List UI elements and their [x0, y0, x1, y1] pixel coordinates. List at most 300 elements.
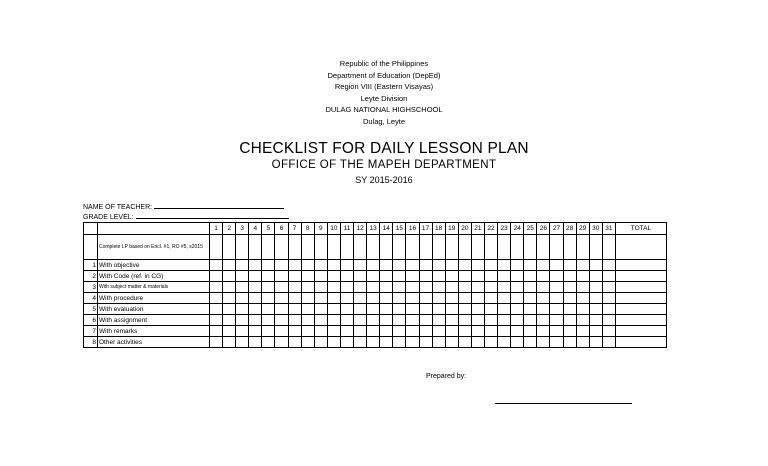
day-check-cell [288, 326, 301, 337]
checklist-row [84, 235, 667, 260]
day-check-cell [354, 282, 367, 293]
day-check-cell [210, 315, 223, 326]
header-line-deped: Department of Education (DepEd) [327, 70, 441, 80]
row-label-cell: Complete LP based on Encl. #1, RO #5, s2015 [98, 235, 210, 260]
day-check-cell [327, 293, 340, 304]
day-check-cell [236, 293, 249, 304]
day-check-cell [419, 235, 432, 260]
day-check-cell [563, 260, 576, 271]
day-check-cell [210, 304, 223, 315]
day-check-cell [288, 260, 301, 271]
day-check-cell [524, 260, 537, 271]
day-check-cell [367, 315, 380, 326]
day-check-cell [406, 337, 419, 348]
day-check-cell [550, 304, 563, 315]
day-check-cell [210, 271, 223, 282]
teacher-name-label: NAME OF TEACHER: [83, 204, 153, 211]
day-header-cell: 12 [354, 223, 367, 235]
day-check-cell [301, 235, 314, 260]
day-check-cell [550, 260, 563, 271]
day-check-cell [471, 271, 484, 282]
checklist-table [83, 222, 667, 348]
document-title: CHECKLIST FOR DAILY LESSON PLAN [239, 140, 529, 157]
day-check-cell [380, 304, 393, 315]
day-check-cell [236, 260, 249, 271]
day-check-cell [354, 326, 367, 337]
day-check-cell [275, 260, 288, 271]
day-header-cell: 1 [210, 223, 223, 235]
day-check-cell [367, 326, 380, 337]
row-label-cell: With remarks [98, 326, 210, 337]
day-check-cell [236, 235, 249, 260]
grade-level-line [136, 211, 289, 219]
header-line-address: Dulag, Leyte [362, 116, 406, 126]
day-check-cell [498, 293, 511, 304]
day-check-cell [223, 315, 236, 326]
day-check-cell [458, 315, 471, 326]
day-check-cell [340, 315, 353, 326]
day-check-cell [327, 326, 340, 337]
day-check-cell [563, 337, 576, 348]
day-check-cell [432, 293, 445, 304]
day-check-cell [340, 260, 353, 271]
day-check-cell [419, 326, 432, 337]
total-cell [615, 293, 666, 304]
day-header-cell: 27 [550, 223, 563, 235]
day-header-cell: 24 [511, 223, 524, 235]
header-line-region: Region VIII (Eastern Visayas) [334, 82, 434, 91]
day-check-cell [393, 293, 406, 304]
day-check-cell [262, 271, 275, 282]
day-check-cell [511, 235, 524, 260]
day-check-cell [432, 337, 445, 348]
day-check-cell [262, 235, 275, 260]
day-check-cell [223, 260, 236, 271]
day-check-cell [589, 315, 602, 326]
day-header-cell: 21 [471, 223, 484, 235]
day-check-cell [458, 293, 471, 304]
checklist-row [84, 326, 667, 337]
day-check-cell [602, 260, 615, 271]
day-check-cell [471, 293, 484, 304]
day-check-cell [223, 271, 236, 282]
day-check-cell [432, 271, 445, 282]
day-check-cell [419, 293, 432, 304]
total-cell [615, 337, 666, 348]
row-label-cell: With assignment [98, 315, 210, 326]
day-check-cell [249, 304, 262, 315]
day-check-cell [380, 260, 393, 271]
row-number-cell: 6 [84, 315, 98, 326]
row-label-cell: With evaluation [98, 304, 210, 315]
day-check-cell [301, 260, 314, 271]
day-check-cell [340, 326, 353, 337]
day-check-cell [563, 315, 576, 326]
day-check-cell [445, 271, 458, 282]
day-check-cell [340, 337, 353, 348]
day-check-cell [537, 315, 550, 326]
day-check-cell [314, 315, 327, 326]
day-check-cell [301, 293, 314, 304]
day-check-cell [288, 337, 301, 348]
document-subtitle: OFFICE OF THE MAPEH DEPARTMENT [271, 159, 497, 171]
day-check-cell [262, 260, 275, 271]
checklist-row [84, 282, 667, 293]
day-check-cell [380, 337, 393, 348]
day-check-cell [432, 326, 445, 337]
day-header-cell: 13 [367, 223, 380, 235]
day-check-cell [511, 260, 524, 271]
day-check-cell [301, 304, 314, 315]
day-check-cell [354, 315, 367, 326]
row-number-cell: 7 [84, 326, 98, 337]
day-check-cell [445, 326, 458, 337]
day-header-cell: 3 [236, 223, 249, 235]
row-number-cell: 4 [84, 293, 98, 304]
day-check-cell [498, 260, 511, 271]
day-check-cell [602, 282, 615, 293]
row-number-cell: 8 [84, 337, 98, 348]
day-check-cell [471, 337, 484, 348]
day-check-cell [393, 260, 406, 271]
day-check-cell [262, 282, 275, 293]
day-check-cell [602, 326, 615, 337]
checklist-row [84, 260, 667, 271]
row-label-cell: With objective [98, 260, 210, 271]
day-check-cell [249, 315, 262, 326]
day-check-cell [236, 282, 249, 293]
day-check-cell [406, 235, 419, 260]
grade-level-label: GRADE LEVEL: [83, 214, 134, 221]
checklist-row [84, 337, 667, 348]
day-check-cell [550, 282, 563, 293]
day-check-cell [589, 260, 602, 271]
day-check-cell [484, 235, 497, 260]
day-check-cell [288, 282, 301, 293]
day-header-cell: 15 [393, 223, 406, 235]
day-check-cell [550, 271, 563, 282]
day-check-cell [340, 293, 353, 304]
total-cell [615, 235, 666, 260]
day-check-cell [471, 304, 484, 315]
day-check-cell [432, 282, 445, 293]
day-check-cell [498, 337, 511, 348]
row-number-cell: 5 [84, 304, 98, 315]
day-check-cell [236, 337, 249, 348]
day-check-cell [327, 304, 340, 315]
day-header-cell: 29 [576, 223, 589, 235]
day-check-cell [236, 271, 249, 282]
day-check-cell [471, 235, 484, 260]
day-check-cell [537, 282, 550, 293]
total-cell [615, 304, 666, 315]
day-check-cell [406, 271, 419, 282]
day-check-cell [249, 326, 262, 337]
day-check-cell [524, 282, 537, 293]
day-check-cell [354, 260, 367, 271]
day-check-cell [563, 326, 576, 337]
day-check-cell [340, 282, 353, 293]
day-check-cell [419, 304, 432, 315]
day-check-cell [576, 293, 589, 304]
day-check-cell [484, 282, 497, 293]
day-check-cell [275, 282, 288, 293]
document-header [0, 58, 768, 127]
day-check-cell [445, 304, 458, 315]
day-check-cell [210, 326, 223, 337]
day-check-cell [537, 293, 550, 304]
day-check-cell [471, 282, 484, 293]
day-check-cell [524, 235, 537, 260]
day-check-cell [327, 235, 340, 260]
header-num-cell [84, 223, 98, 235]
day-header-cell: 4 [249, 223, 262, 235]
day-check-cell [419, 337, 432, 348]
day-check-cell [275, 304, 288, 315]
day-check-cell [432, 304, 445, 315]
day-check-cell [498, 326, 511, 337]
day-check-cell [419, 271, 432, 282]
day-check-cell [327, 315, 340, 326]
day-header-cell: 25 [524, 223, 537, 235]
day-check-cell [236, 315, 249, 326]
day-check-cell [380, 293, 393, 304]
day-check-cell [563, 304, 576, 315]
day-check-cell [367, 337, 380, 348]
day-check-cell [419, 315, 432, 326]
day-check-cell [354, 235, 367, 260]
day-check-cell [550, 337, 563, 348]
day-check-cell [380, 235, 393, 260]
day-check-cell [380, 315, 393, 326]
day-header-cell: 19 [445, 223, 458, 235]
day-check-cell [275, 337, 288, 348]
day-check-cell [314, 304, 327, 315]
header-label-cell [98, 223, 210, 235]
day-header-cell: 17 [419, 223, 432, 235]
day-check-cell [223, 326, 236, 337]
day-check-cell [354, 304, 367, 315]
day-check-cell [602, 235, 615, 260]
day-check-cell [419, 260, 432, 271]
signature-line [495, 398, 632, 404]
day-check-cell [524, 304, 537, 315]
day-check-cell [524, 293, 537, 304]
day-check-cell [301, 282, 314, 293]
day-check-cell [458, 326, 471, 337]
day-check-cell [458, 282, 471, 293]
day-check-cell [602, 304, 615, 315]
day-check-cell [275, 293, 288, 304]
day-check-cell [445, 260, 458, 271]
day-check-cell [314, 271, 327, 282]
day-check-cell [589, 293, 602, 304]
teacher-name-field [83, 201, 284, 211]
day-check-cell [419, 282, 432, 293]
day-check-cell [327, 282, 340, 293]
day-check-cell [445, 293, 458, 304]
day-check-cell [511, 315, 524, 326]
day-check-cell [223, 282, 236, 293]
day-header-cell: 11 [340, 223, 353, 235]
day-check-cell [576, 337, 589, 348]
day-check-cell [498, 282, 511, 293]
day-check-cell [576, 304, 589, 315]
day-check-cell [511, 282, 524, 293]
day-check-cell [393, 282, 406, 293]
day-check-cell [589, 282, 602, 293]
day-check-cell [406, 326, 419, 337]
day-check-cell [484, 337, 497, 348]
day-check-cell [249, 282, 262, 293]
day-check-cell [275, 271, 288, 282]
day-check-cell [393, 337, 406, 348]
day-check-cell [249, 260, 262, 271]
day-check-cell [301, 337, 314, 348]
day-check-cell [236, 326, 249, 337]
day-check-cell [524, 337, 537, 348]
day-check-cell [367, 235, 380, 260]
day-check-cell [367, 293, 380, 304]
day-check-cell [249, 235, 262, 260]
row-label-cell: With subject matter & materials [98, 282, 210, 293]
day-header-cell: 9 [314, 223, 327, 235]
day-check-cell [432, 235, 445, 260]
day-check-cell [393, 326, 406, 337]
day-check-cell [458, 260, 471, 271]
day-check-cell [354, 293, 367, 304]
day-check-cell [511, 293, 524, 304]
day-check-cell [589, 337, 602, 348]
day-check-cell [262, 337, 275, 348]
day-check-cell [432, 260, 445, 271]
day-check-cell [288, 271, 301, 282]
day-check-cell [288, 235, 301, 260]
day-check-cell [576, 260, 589, 271]
day-check-cell [406, 304, 419, 315]
day-check-cell [498, 235, 511, 260]
day-check-cell [288, 304, 301, 315]
day-check-cell [223, 293, 236, 304]
day-check-cell [458, 235, 471, 260]
day-header-cell: 20 [458, 223, 471, 235]
day-check-cell [275, 315, 288, 326]
day-check-cell [380, 271, 393, 282]
day-check-cell [524, 326, 537, 337]
day-check-cell [223, 337, 236, 348]
day-check-cell [393, 271, 406, 282]
day-check-cell [249, 337, 262, 348]
day-header-cell: 22 [484, 223, 497, 235]
total-cell [615, 282, 666, 293]
day-header-cell: 31 [602, 223, 615, 235]
day-check-cell [340, 304, 353, 315]
day-check-cell [354, 337, 367, 348]
day-check-cell [406, 315, 419, 326]
day-check-cell [471, 260, 484, 271]
day-check-cell [537, 337, 550, 348]
day-check-cell [314, 337, 327, 348]
row-number-cell: 2 [84, 271, 98, 282]
day-check-cell [602, 337, 615, 348]
day-check-cell [537, 304, 550, 315]
day-check-cell [367, 282, 380, 293]
checklist-row [84, 304, 667, 315]
total-header-cell: TOTAL [615, 223, 666, 235]
day-check-cell [511, 271, 524, 282]
day-check-cell [602, 315, 615, 326]
day-check-cell [262, 304, 275, 315]
row-label-cell: With Code (ref. in CG) [98, 271, 210, 282]
total-cell [615, 326, 666, 337]
day-check-cell [236, 304, 249, 315]
day-check-cell [550, 235, 563, 260]
day-check-cell [327, 271, 340, 282]
day-check-cell [406, 282, 419, 293]
day-check-cell [576, 282, 589, 293]
day-check-cell [484, 315, 497, 326]
day-check-cell [458, 304, 471, 315]
day-header-cell: 2 [223, 223, 236, 235]
day-check-cell [563, 293, 576, 304]
day-header-cell: 18 [432, 223, 445, 235]
day-check-cell [563, 235, 576, 260]
total-cell [615, 315, 666, 326]
header-line-school: DULAG NATIONAL HIGHSCHOOL [325, 105, 443, 114]
day-check-cell [223, 235, 236, 260]
day-check-cell [223, 304, 236, 315]
day-check-cell [550, 315, 563, 326]
day-check-cell [484, 326, 497, 337]
day-check-cell [314, 326, 327, 337]
row-label-cell: With procedure [98, 293, 210, 304]
day-check-cell [550, 326, 563, 337]
day-check-cell [327, 337, 340, 348]
day-check-cell [537, 326, 550, 337]
prepared-by-label: Prepared by: [426, 373, 467, 380]
day-check-cell [576, 271, 589, 282]
day-check-cell [550, 293, 563, 304]
day-check-cell [393, 235, 406, 260]
day-check-cell [537, 260, 550, 271]
day-check-cell [288, 293, 301, 304]
day-check-cell [484, 304, 497, 315]
day-check-cell [537, 271, 550, 282]
row-number-cell [84, 235, 98, 260]
day-check-cell [210, 235, 223, 260]
day-check-cell [498, 304, 511, 315]
day-header-cell: 8 [301, 223, 314, 235]
day-check-cell [484, 271, 497, 282]
day-check-cell [249, 271, 262, 282]
day-check-cell [314, 282, 327, 293]
row-label-cell: Other activities [98, 337, 210, 348]
day-check-cell [445, 337, 458, 348]
day-check-cell [484, 260, 497, 271]
day-check-cell [367, 260, 380, 271]
grade-level-field [83, 211, 289, 221]
day-check-cell [563, 271, 576, 282]
header-line-division: Leyte Division [360, 93, 408, 103]
day-check-cell [484, 293, 497, 304]
header-line-republic: Republic of the Philippines [339, 59, 429, 68]
day-check-cell [511, 304, 524, 315]
day-check-cell [301, 326, 314, 337]
day-check-cell [314, 260, 327, 271]
day-check-cell [340, 271, 353, 282]
day-check-cell [602, 293, 615, 304]
day-check-cell [524, 315, 537, 326]
